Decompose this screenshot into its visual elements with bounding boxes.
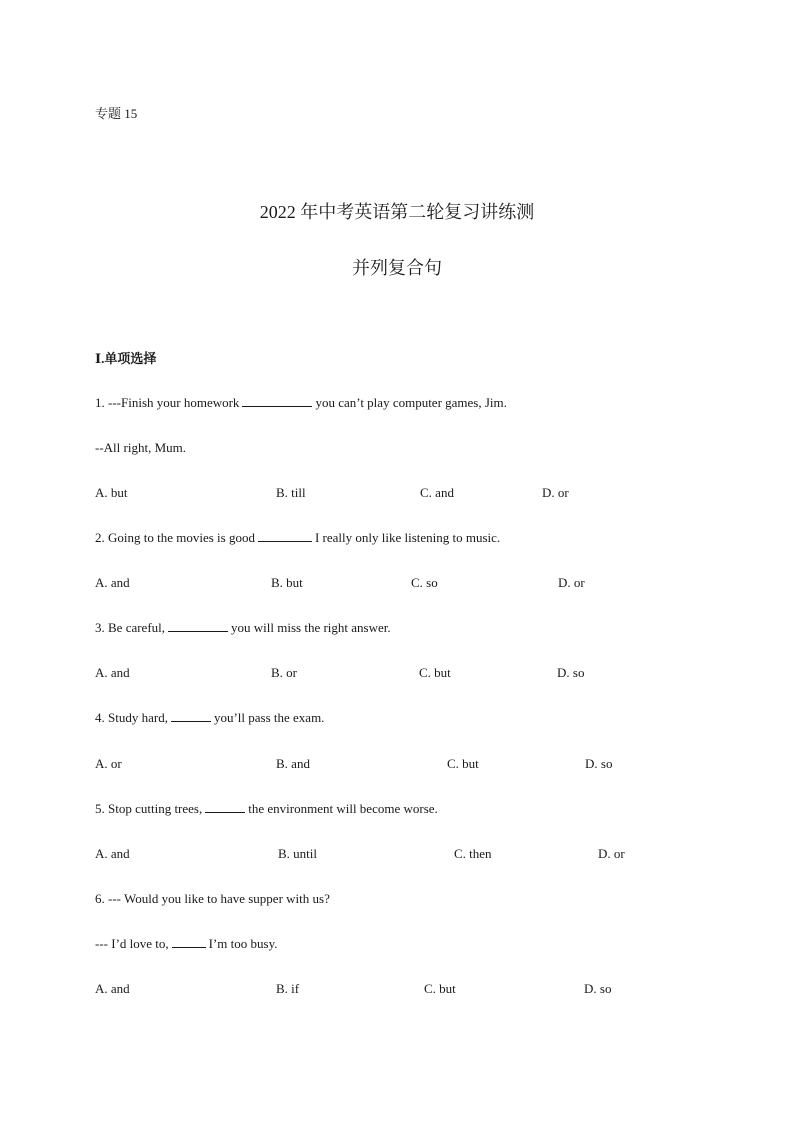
question-4-option-b: B. and <box>276 756 310 771</box>
question-1-stem <box>95 395 507 411</box>
question-1-reply: --All right, Mum. <box>95 440 186 455</box>
question-4-text-before: 4. Study hard, <box>95 710 168 725</box>
question-1-text-after: you can’t play computer games, Jim. <box>315 395 507 410</box>
question-6-text-before: --- I’d love to, <box>95 936 169 951</box>
question-2-option-d: D. or <box>558 575 585 590</box>
answer-blank <box>258 530 312 542</box>
question-2-text-after: I really only like listening to music. <box>314 530 501 545</box>
question-2-text-before: 2. Going to the movies is good <box>95 530 255 545</box>
question-6-option-b: B. if <box>276 981 300 996</box>
question-3-option-a: A. and <box>95 665 130 680</box>
topic-label: 专题 15 <box>95 106 138 121</box>
question-4-option-a: A. or <box>95 756 122 771</box>
question-4-option-c: C. but <box>447 756 479 771</box>
answer-blank <box>172 936 206 948</box>
answer-blank <box>205 801 245 813</box>
question-2-option-c: C. so <box>411 575 438 590</box>
question-1-text-before: 1. ---Finish your homework <box>95 395 240 410</box>
question-1-option-c: C. and <box>420 485 454 500</box>
question-2-option-a: A. and <box>95 575 130 590</box>
question-6-reply <box>95 936 278 952</box>
document-title: 2022 年中考英语第二轮复习讲练测 <box>259 202 535 222</box>
question-4-stem <box>95 710 324 726</box>
question-6-option-c: C. but <box>424 981 456 996</box>
question-3-option-c: C. but <box>419 665 451 680</box>
question-1-option-a: A. but <box>95 485 128 500</box>
question-5-stem <box>95 801 438 817</box>
question-6-text-after: I’m too busy. <box>208 936 278 951</box>
question-4-option-d: D. so <box>585 756 613 771</box>
question-3-option-b: B. or <box>271 665 297 680</box>
question-1-option-b: B. till <box>276 485 306 500</box>
question-6-option-a: A. and <box>95 981 130 996</box>
answer-blank <box>168 620 228 632</box>
question-5-option-b: B. until <box>278 846 318 861</box>
question-2-option-b: B. but <box>271 575 303 590</box>
question-4-text-after: you’ll pass the exam. <box>213 710 325 725</box>
question-1-option-d: D. or <box>542 485 569 500</box>
question-5-option-a: A. and <box>95 846 130 861</box>
question-3-option-d: D. so <box>557 665 585 680</box>
answer-blank <box>171 710 211 722</box>
question-2-stem <box>95 530 500 546</box>
question-3-stem <box>95 620 391 636</box>
question-5-option-d: D. or <box>598 846 625 861</box>
question-5-text-after: the environment will become worse. <box>248 801 438 816</box>
question-6-option-d: D. so <box>584 981 612 996</box>
answer-blank <box>242 395 312 407</box>
section-heading: Ⅰ.单项选择 <box>95 351 157 366</box>
document-subtitle: 并列复合句 <box>352 258 442 278</box>
question-3-text-before: 3. Be careful, <box>95 620 166 635</box>
question-5-text-before: 5. Stop cutting trees, <box>95 801 203 816</box>
question-6-stem: 6. --- Would you like to have supper with us? <box>95 891 330 906</box>
question-5-option-c: C. then <box>454 846 492 861</box>
question-3-text-after: you will miss the right answer. <box>231 620 391 635</box>
